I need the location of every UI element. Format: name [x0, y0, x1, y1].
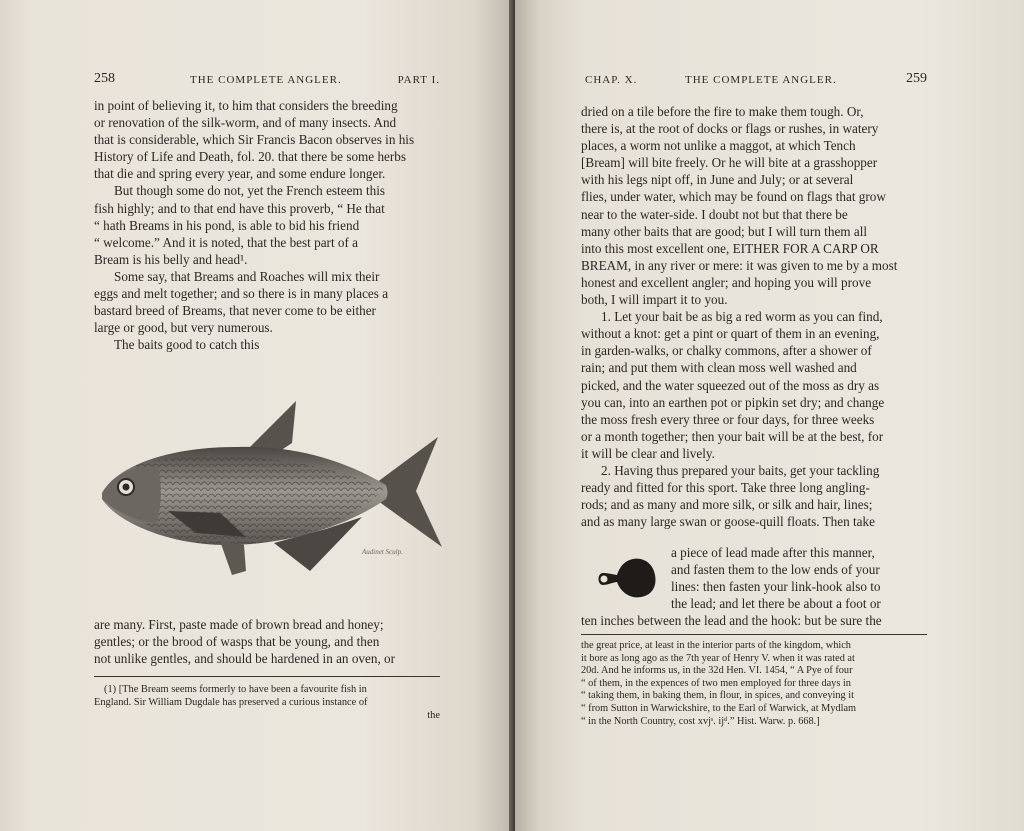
text-line: [Bream] will bite freely. Or he will bite at a grasshopper: [581, 155, 878, 171]
text-line: bastard breed of Breams, that never come to be either: [94, 303, 376, 319]
text-line: places, a worm not unlike a maggot, at which Tench: [581, 138, 856, 154]
text-line: or a month together; then your bait will be at the best, for: [581, 428, 884, 444]
left-running-head: [94, 71, 440, 88]
text-line: The baits good to catch this: [114, 337, 260, 353]
footnote-line: the: [427, 710, 440, 721]
text-line: 1. Let your bait be as big a red worm as you can find,: [601, 309, 883, 325]
footnote-line: “ in the North Country, cost xvjˢ. ijᵈ.” Hist. Warw. p. 668.]: [581, 715, 820, 727]
text-line: gentles; or the brood of wasps that be young, and then: [94, 634, 380, 650]
text-line: ready and fitted for this sport. Take three long angling-: [581, 480, 870, 496]
right-chapter-label: CHAP. X.: [585, 74, 638, 86]
right-main-text: [581, 103, 927, 530]
left-top-text: [94, 97, 440, 353]
text-line: lines: then fasten your link-hook also to: [671, 579, 881, 595]
text-line: not unlike gentles, and should be hardened in an oven, or: [94, 651, 396, 667]
left-running-title: THE COMPLETE ANGLER.: [190, 74, 342, 86]
right-page-number: 259: [906, 71, 927, 86]
text-line: dried on a tile before the fire to make them tough. Or,: [581, 104, 864, 119]
text-line: ten inches between the lead and the hook: but be sure the: [581, 613, 882, 629]
text-line: fish highly; and to that end have this proverb, “ He that: [94, 200, 385, 216]
text-line: and fasten them to the low ends of your: [671, 562, 880, 578]
left-bottom-text: [94, 616, 440, 667]
text-line: that die and spring every year, and some endure longer.: [94, 166, 386, 182]
text-line: flies, under water, which may be found on flags that grow: [581, 189, 886, 205]
text-line: that is considerable, which Sir Francis Bacon observes in his: [94, 132, 415, 148]
text-line: large or good, but very numerous.: [94, 320, 273, 336]
text-line: there is, at the root of docks or flags or rushes, in watery: [581, 121, 879, 137]
right-page: [515, 0, 1024, 831]
text-line: with his legs nipt off, in June and July; or at several: [581, 172, 854, 188]
footnote-line: 20d. And he informs us, in the 32d Hen. VI. 1454, “ A Pye of four: [581, 665, 853, 677]
text-line: “ welcome.” And it is noted, that the best part of a: [94, 234, 359, 250]
text-line: Some say, that Breams and Roaches will mix their: [114, 268, 380, 284]
bream-fish-engraving-icon: [96, 395, 446, 585]
footnote-line: the great price, at least in the interior parts of the kingdom, which: [581, 640, 851, 651]
text-line: in point of believing it, to him that considers the breeding: [94, 98, 398, 113]
right-footnote: [581, 640, 927, 728]
footnote-line: (1) [The Bream seems formerly to have been a favourite fish in: [104, 684, 367, 695]
text-line: History of Life and Death, fol. 20. that there be some herbs: [94, 149, 407, 165]
text-line: are many. First, paste made of brown bread and honey;: [94, 617, 384, 632]
text-line: it will be clear and lively.: [581, 445, 715, 461]
text-line: Bream is his belly and head¹.: [94, 251, 248, 267]
text-line: rods; and as many and more silk, or silk and hair, lines;: [581, 497, 873, 513]
footnote-line: “ from Sutton in Warwickshire, to the Earl of Warwick, at Mydlam: [581, 702, 857, 714]
right-running-title: THE COMPLETE ANGLER.: [685, 74, 837, 86]
text-line: near to the water-side. I doubt not but that there be: [581, 206, 848, 222]
engraver-signature: Audinet Sculp.: [362, 548, 403, 556]
text-line: in garden-walks, or chalky commons, after a shower of: [581, 343, 872, 359]
text-line: both, I will impart it to you.: [581, 292, 728, 308]
text-line: or renovation of the silk-worm, and of many insects. And: [94, 115, 397, 131]
text-line: and as many large swan or goose-quill floats. Then take: [581, 514, 875, 530]
text-line: picked, and the water squeezed out of the moss as dry as: [581, 377, 880, 393]
footnote-line: “ of them, in the expences of two men employed for three days in: [581, 677, 851, 689]
text-line: eggs and melt together; and so there is in many places a: [94, 286, 389, 302]
right-wrap-text: [581, 544, 927, 629]
text-line: But though some do not, yet the French esteem this: [114, 183, 386, 199]
text-line: many other baits that are good; but I will turn them all: [581, 223, 868, 239]
text-line: rain; and put them with clean moss well washed and: [581, 360, 857, 376]
text-line: the lead; and let there be about a foot or: [671, 596, 881, 612]
text-line: a piece of lead made after this manner,: [671, 545, 875, 560]
left-part-label: PART I.: [397, 74, 440, 86]
footnote-line: “ taking them, in baking them, in flour, in spices, and conveying it: [581, 690, 854, 702]
right-running-head: [585, 71, 927, 88]
left-page-number: 258: [94, 71, 115, 86]
text-line: honest and excellent angler; and hoping you will prove: [581, 274, 872, 290]
text-line: the moss fresh every three or four days, for three weeks: [581, 411, 875, 427]
footnote-rule: [581, 634, 927, 635]
footnote-line: it bore as long ago as the 7th year of Henry V. when it was rated at: [581, 652, 855, 664]
text-line: 2. Having thus prepared your baits, get your tackling: [601, 462, 880, 478]
text-line: you can, into an earthen pot or pipkin set dry; and change: [581, 394, 885, 410]
text-line: “ hath Breams in his pond, is able to bid his friend: [94, 217, 360, 233]
text-line: into this most excellent one, EITHER FOR A CARP OR: [581, 240, 879, 256]
footnote-rule: [94, 676, 440, 677]
text-line: BREAM, in any river or mere: it was given to me by a most: [581, 257, 898, 273]
footnote-line: England. Sir William Dugdale has preserved a curious instance of: [94, 697, 368, 708]
left-footnote: [94, 683, 440, 722]
text-line: without a knot: get a pint or quart of them in an evening,: [581, 326, 880, 342]
